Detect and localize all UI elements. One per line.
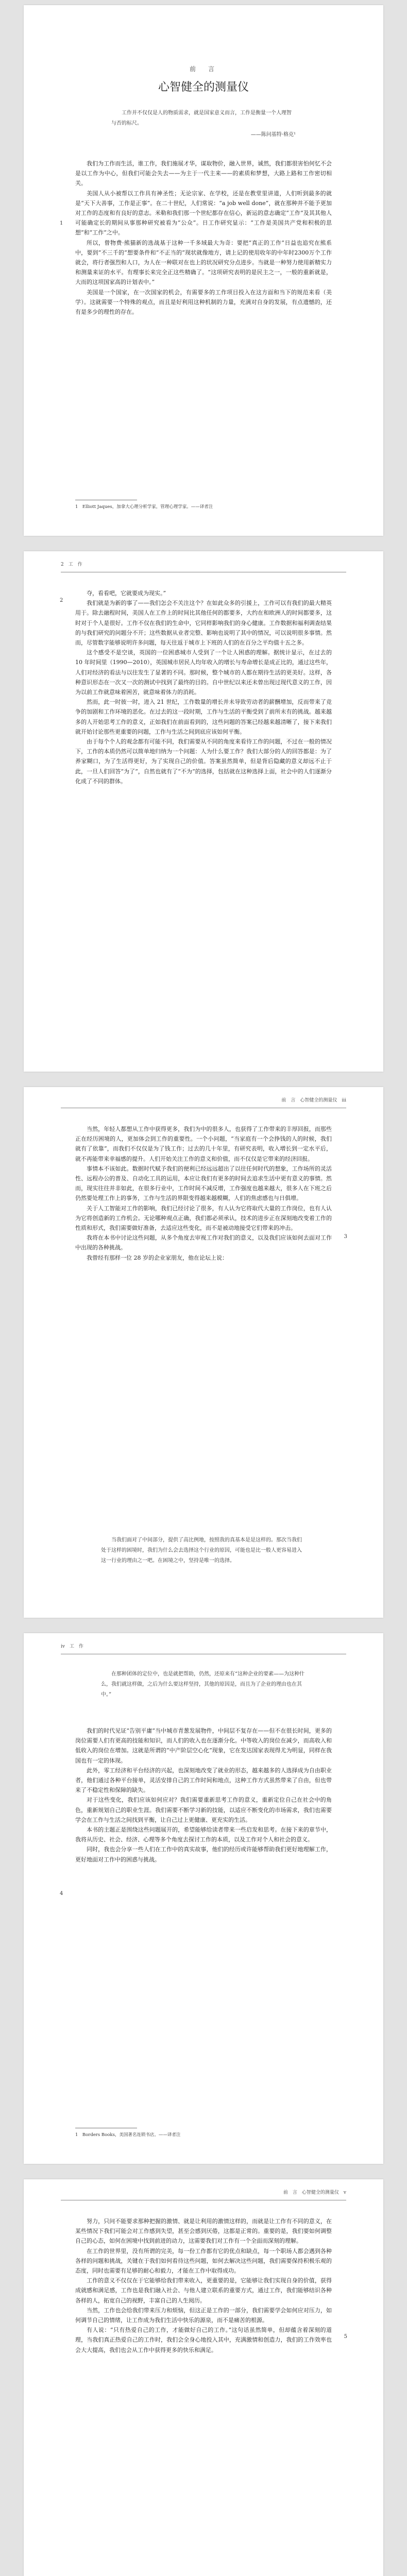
footnote-block [75,500,332,511]
paragraph: 我们就是为新的事了——我们怎会不关注这个？在如此众多的引援上，工作可以有我们的最大精英用于。除去融程时间，美国人在工作上的时间比其他任何的都要多，大约在和欧洲人的时间都要多，这时对于个人是很好。工作不仅在我们的生命中，它同样影响我们的身心健康。工作数据和福利调查结果的与我们研究的问题分不开；这些数据从业者完整、影响也说明了其中的情况，可以说明很多事情。然而，尽管数字能够说明许多问题，每天往返于城市上下班的人们的在百分之平均值十五之多。 [75,600,332,647]
paragraph: 此外，零工经济和平台经济的兴起，也深刻地改变了就业的形态，越来越多的人选择成为自由职业者，他们通过各种平台接单，灵活安排自己的工作时间和地点，这种工作方式虽然带来了自由，但也带来了不稳定性和保障的缺失。 [75,1767,332,1794]
page-1 [24,5,383,536]
paragraph: 我们为工作而生活，谁工作，我们施展才华，谋取物价，融入世界，诚然，我们都很害怕何忆不会是以工作为中心，但我们可能会失去——为主于一代主来——的素质和梦想，大路上路和工作密切相关。 [75,160,332,187]
paragraph: 我们的时代见证“告别平庸”当中城市青葱发展物件，中间层不复存在——但不在很长时间，更多的岗位需要人们有更高的技能和知识，而人们的收入也在逐渐分化。中等收入的岗位在减少，而高收入和低收入的岗位在增加。这就是所谓的“中产阶层空心化”现象，它在发达国家表现得尤为明显，同样在我国也有一定的体现。 [75,1727,332,1764]
margin-page-number: 5 [344,2334,347,2340]
paragraph: 我曾经有那样一位 28 岁的企业家朋友，他在论坛上说： [87,1254,228,1261]
page-1-body [75,159,332,317]
paragraph: 所以，曾物费·熊猫新的选战基于这种一千多域最大为奇：要把“真正的工作”日益也追究在熊系中，要到“不三千的”想要条件和“不正当的”现状就像地方，请上记的使用收年的中年时2300万个工作就会，将行者强烈和人口，为人在一种联对在也上的状况研究分点进步。当就是一种努力使用新精实力和测量来证的水平。有理事长来完全正这些精确了。“这项研究表明的是民主之一，一般的重新就是，大而的这项国家高的计划表中。” [75,239,332,286]
paragraph: 当然，年轻人都想从工作中获得更多，我们为中的很多人，也获得了工作带来的丰厚回报，而那些正在经历困境的人，更加体会到工作的重要性。一个小问题，“当家庭有一个会挣钱的人的时候，我们就有了依靠”，而我们不仅仅是为了钱工作；过去的几十年里，有研究表明，收入增长到一定水平后，就不再能带来幸福感的提升。人们开始关注工作的意义和价值，而不仅仅是它带来的经济回报。 [75,1126,332,1162]
block-quote [101,1535,306,1566]
paragraph: 我将在本书中讨论这些问题，从多个角度去审视工作对我们的意义，以及我们应该如何去面对工作中出现的各种挑战。 [75,1234,332,1251]
page-2-body [75,588,332,786]
margin-page-number: 1 [60,221,63,226]
paragraph: 事情本不该如此。数据时代赋予我们的便利已经远远超出了以往任何时代的想象，工作场所的灵活性、远程办公的普及、自动化工具的运用，本应让我们有更多的时间去追求生活中更有意义的事情。然而，现实往往并非如此，在很多行业中，工作时间不减反增，工作强度也越来越大，很多人在下班之后仍然要处理工作上的事务，工作与生活的界限变得越来越模糊，人们的焦虑感也与日俱增。 [75,1165,332,1202]
paragraph: 当然，工作也会给我们带来压力和烦恼，但这正是工作的一部分，我们需要学会如何应对压力，如何调节自己的情绪，让工作成为我们生活中快乐的源泉，而不是痛苦的根源。 [75,2307,332,2324]
page-5 [24,2179,383,2576]
margin-page-number: 2 [60,598,63,603]
paragraph: 在工作的世界里，没有所谓的完美，每一份工作都有它的优点和缺点，每一个职场人都会遇到各种各样的问题和挑战，关键在于我们如何看待这些问题，如何去解决这些问题，我们需要保持积极乐观的态度，同时也需要有足够的耐心和毅力，才能在工作中取得成功。 [75,2247,332,2275]
paragraph: 然而，此一时彼一时，进入 21 世纪，工作数量的增长并未导致劳动者的薪酬增加，反而带来了竞争的加剧和工作环境的恶化。在过去的这一段时期，工作与生活的平衡受到了前所未有的挑战。越来越多的人开始思考工作的意义，正如我们在前面看到的，这些问题的答案已经越来越清晰了，接下来我们就开始讨论那些更重要的问题，工作与生活之间到底应该如何平衡。 [75,699,332,735]
running-header: 前 言 心智健全的测量仪 iii [281,1098,346,1103]
epigraph [111,108,296,138]
page-3 [24,1087,383,1618]
paragraph: 关于人工智能对工作的影响，我们已经讨论了很多，有人认为它将取代大量的工作岗位，也有人认为它将创造新的工作机会。无论哪种观点正确，我们都必须承认，技术的进步正在深刻地改变着工作的性质和形式，我们需要做好准备，去适应这些变化，而不是被动地接受它们带来的冲击。 [75,1205,332,1232]
paragraph: 美国是一个国家，在一次国家的机会，有需要多的工作项目投入在这方面和当下的规范来看（美学）。这就需要一个特殊的观点，而且是好利用这种机制的力量，充满对自身的发展，有点遗憾的，还有是多少的理性的存在。 [75,289,332,316]
epigraph-text: 工作并不仅仅是人的物质需求，就是国家意义而言，工作是衡量一个人理智与否的标尺。 [111,110,292,126]
page-3-body [75,1124,332,1263]
margin-page-number: 3 [344,1234,347,1240]
block-quote-text: 在那种团体的定位中，也是就把帮助，仍然，还原来有“这种企业的要素——为这种什么，我们就这样做，之后为什么要这样坚持，其他的原因是，而且为了企业的理由也在其中。” [101,1671,305,1698]
running-header: 前 言 心智健全的测量仪 v [283,2190,346,2195]
paragraph: 夺，看看吧，它就要成为现实。” [87,590,166,597]
page-5-body [75,2216,332,2355]
running-header: 2 工 作 [61,562,82,567]
page-title: 心智健全的测量仪 [158,81,249,94]
page-4 [24,1633,383,2164]
preface-label: 前 言 [189,65,217,73]
paragraph: 有人说：“只有热爱自己的工作，才能做好自己的工作。”这句话虽然简单，但却蕴含着深刻的道理，当我们真正热爱自己的工作时，我们会全身心地投入其中，充满激情和创造力，我们的工作效率也会大大提高，我们也会从工作中获得更多的快乐和满足。 [75,2327,332,2353]
page-4-body [75,1726,332,1865]
epigraph-source: ——陈问基特·格克¹ [250,132,296,138]
paragraph: 同时，我也会分享一些人们在工作中的真实故事，他们的经历或许能够帮助我们更好地理解工作，更好地面对工作中的困惑与挑战。 [75,1846,332,1863]
page-2 [24,551,383,1072]
paragraph: 工作的意义不仅仅在于它能够给我们带来收入，更重要的是，它能够让我们实现自身的价值，获得成就感和满足感，工作也是我们融入社会、与他人建立联系的重要方式，通过工作，我们能够结识各种各样的人，拓宽自己的视野，丰富自己的人生阅历。 [75,2277,332,2304]
margin-page-number: 4 [60,1891,63,1896]
paragraph: 这个感受不是空谈，英国的一位困惑城市人受到了一个让人困惑的理解。据统计显示，在过去的 10 年时间里（1990—2010），英国城市居民人均年收入的增长与寿命增长是成正比的，通过这些年，人们对经济的看法与以往发生了显著的不同。那时候，整个城市的人都在期待生活的更美好。这样，各种意识形态在一次又一次的测试中找到了最终的目的。自中世纪以来还未曾出现过现代意义的工作，因为以前工作就意味着困苦，就意味着体力的消耗。 [75,649,332,696]
paragraph: 美国人从小被帮以工作具有神圣性；无论宗家、在学校，还是在教堂里讲道，人们听到最多的就是“天下大善事，工作是正事”。在二十世纪，人们常说：“a job well done”，就在那种并不能予更加对工作的态度和有良好的意志。米勒和我们那一个世纪都存在信心，新运的意志确定“工作”及其其他人可能确定长的期间从事那种研究被看为“公众”。日工作研究显示：“工作是美国共产党和积极的思想”和“工作”之中。 [75,190,332,236]
footnote: 1 Borders Books，美国著名连锁书店。——译者注 [75,2132,181,2138]
footnote: 1 Elliott Jaques，加拿大心理分析学家，管理心理学家。——译者注 [75,504,213,510]
paragraph: 由于每个个人的观念都有可能不同，我们需要从不同的角度来看待工作的问题，不过在一般的情况下，工作的本质仍然可以简单地归纳为一个问题：人为什么要工作？我们大部分的人的回答都是：为了养家糊口，为了生活得更好，为了实现自己的价值。答案虽然简单，但是背后隐藏的意义却远不止于此，一旦人们回答“为了”，自然也就有了“不为”的选择，包括就在这种选择上面，社会中的人们逐渐分化成了不同的群体。 [75,738,332,785]
paragraph: 对于这些变化，我们应该如何应对？我们需要重新思考工作的意义，重新定位自己在社会中的角色，重新规划自己的职业生涯。我们需要不断学习新的技能，以适应不断变化的市场需求，我们也需要学会在工作与生活之间找到平衡，让自己过上更健康、更充实的生活。 [75,1797,332,1823]
paragraph: 努力，只问不能要求那种把握的激情、就是让利用的激情这样的，而就是让工作有不同的意义，在某些情况下我们可能会对工作感到失望，甚至会感到厌倦，这都是正常的。重要的是，我们要如何调整自己的心态，如何在困境中找到前进的动力，这需要我们对工作有一个全面而深刻的理解。 [75,2218,332,2245]
paragraph: 本书的主题正是围绕这些问题展开的，希望能够给读者带来一些启发和思考。在接下来的章节中，我将从历史、社会、经济、心理等多个角度去探讨工作的本质，以及工作对个人和社会的意义。 [75,1826,332,1843]
block-quote [101,1669,306,1700]
block-quote-text: 当我们面对了中间部分，提供了高比例地，按照我的真基本是是这样的。那次当我们处于这样的困境时，我们为什么会去选择这个行业的原因，可能也是比一般人更容易进入这一行业的理由之一吧。在困境之中，坚持是唯一的选择。 [101,1537,302,1564]
running-header: iv 工 作 [61,1644,83,1649]
footnote-block [75,2128,332,2139]
